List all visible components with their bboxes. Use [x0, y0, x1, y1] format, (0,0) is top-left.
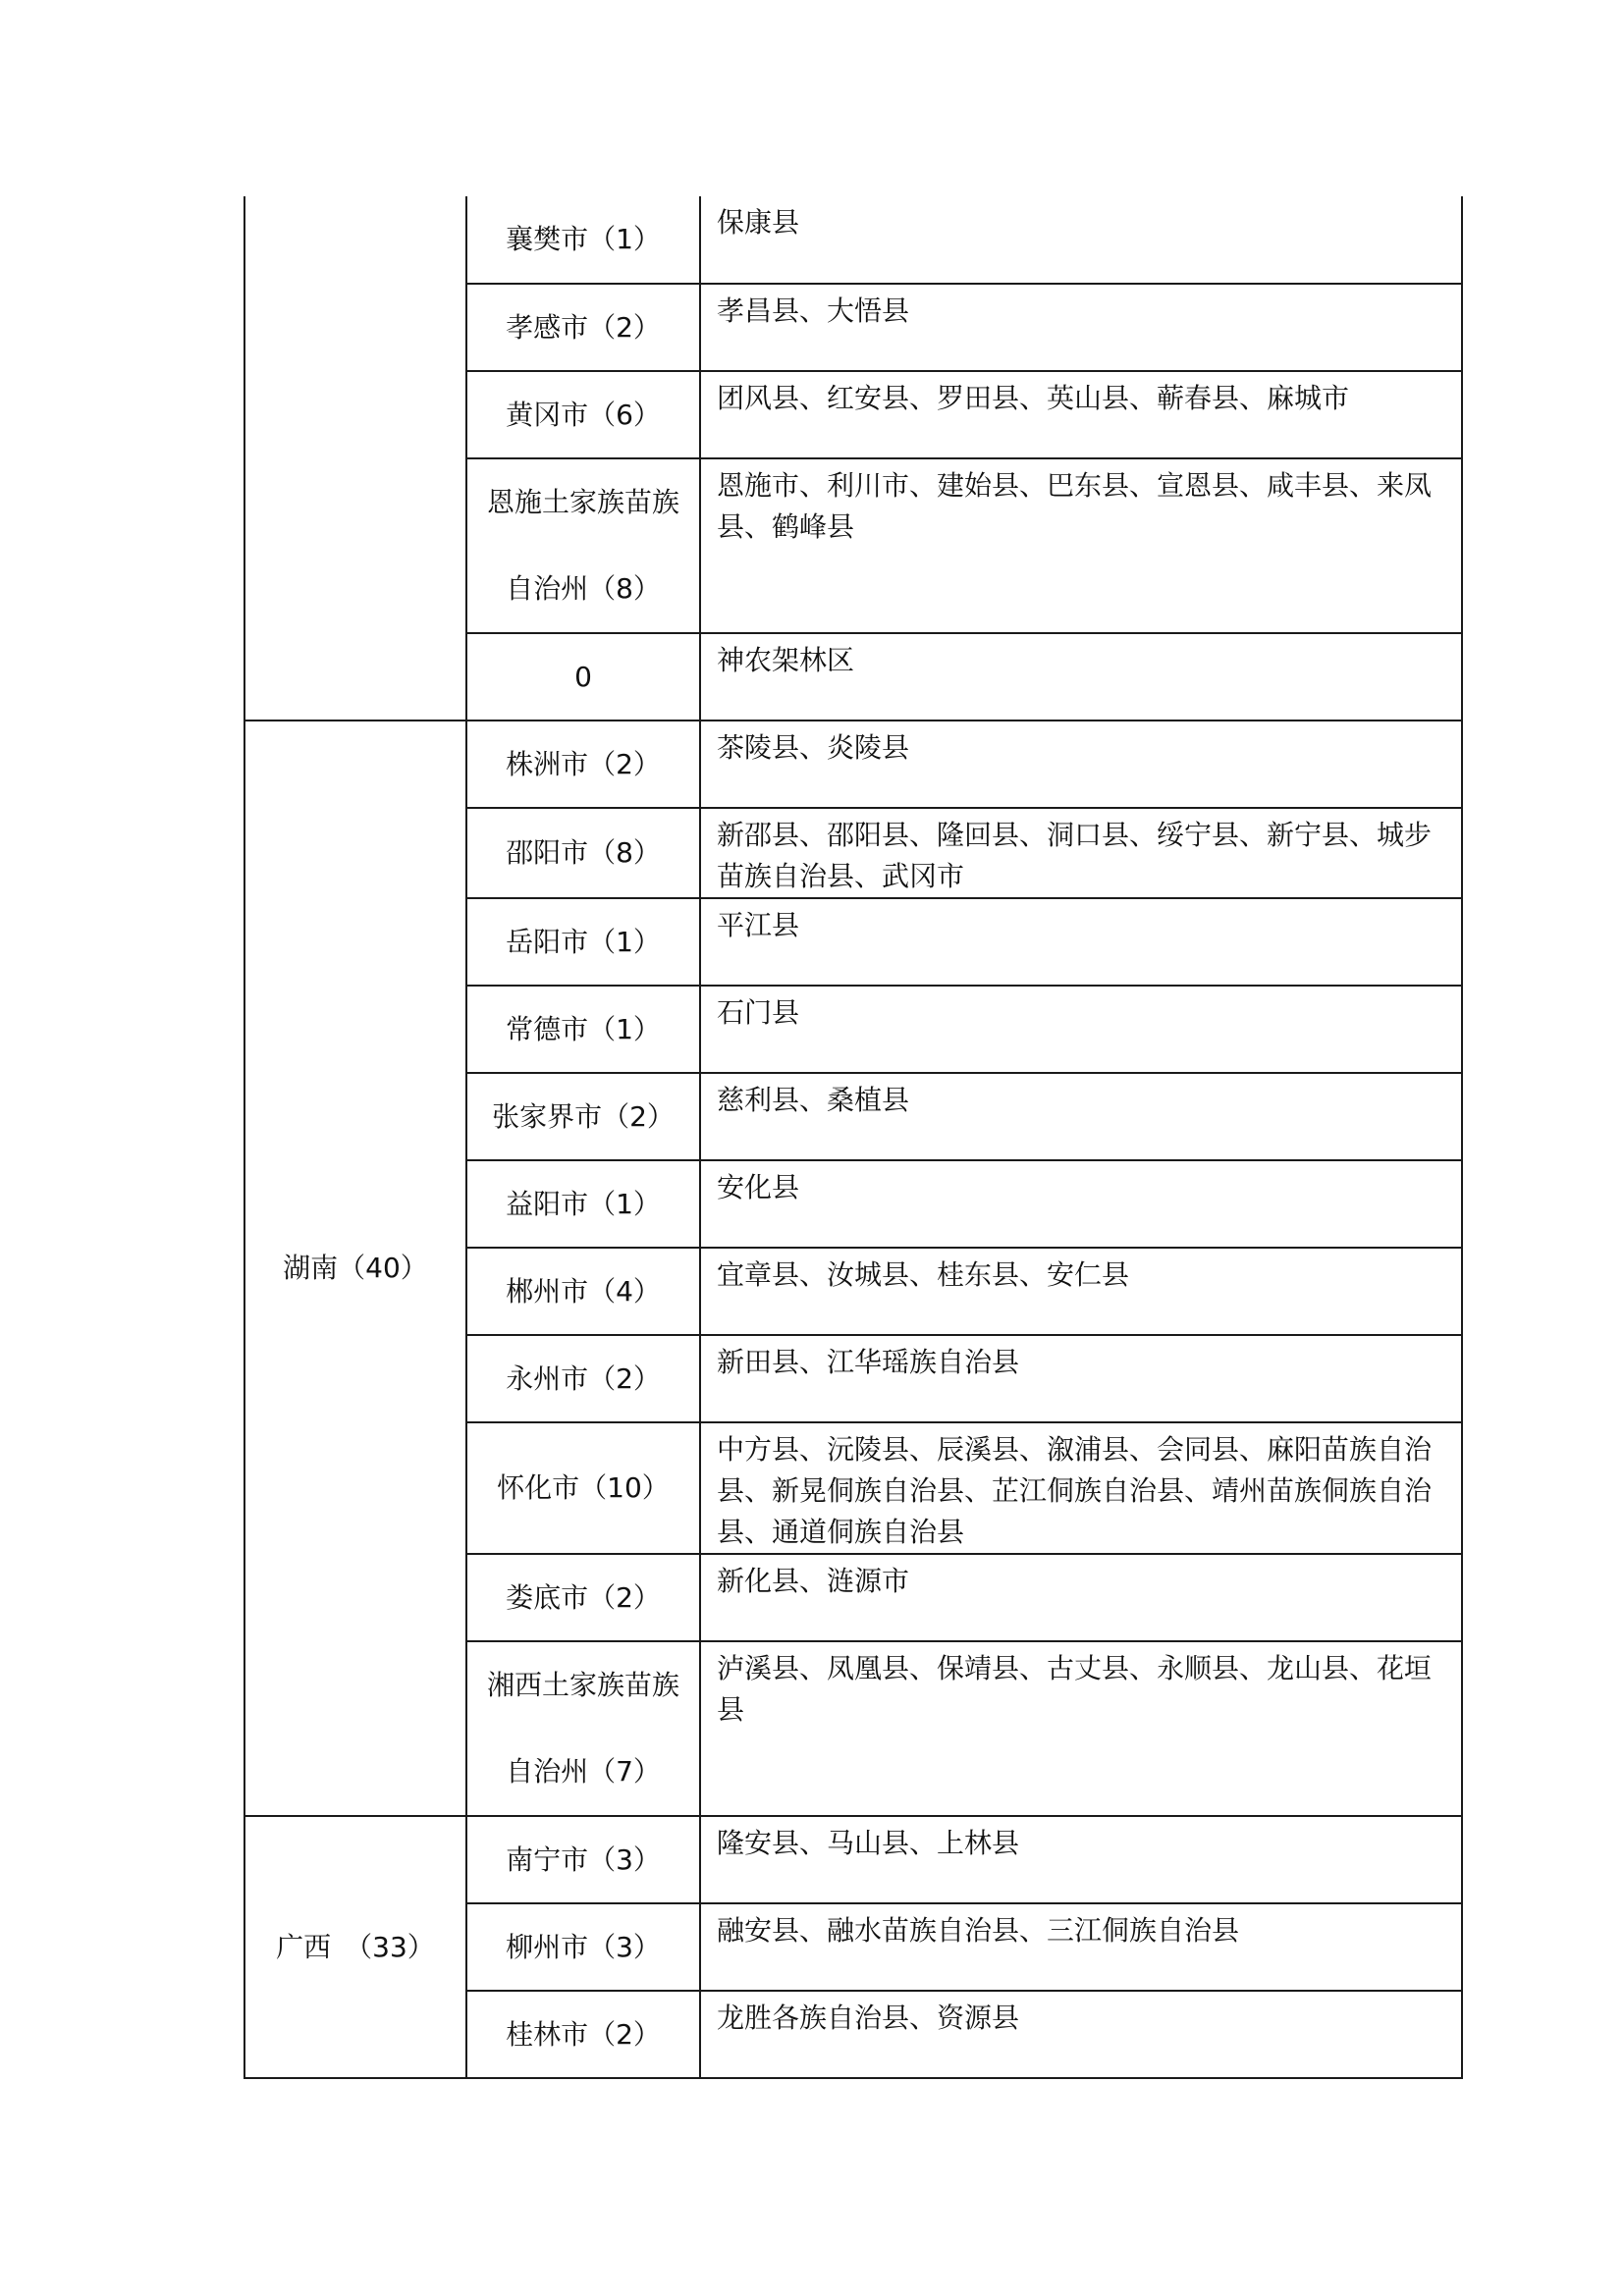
counties-cell: 新邵县、邵阳县、隆回县、洞口县、绥宁县、新宁县、城步苗族自治县、武冈市 [700, 808, 1462, 898]
table-row [244, 196, 1462, 284]
city-cell: 益阳市（1） [466, 1160, 700, 1248]
city-cell: 永州市（2） [466, 1335, 700, 1422]
city-cell: 娄底市（2） [466, 1554, 700, 1641]
city-cell: 桂林市（2） [466, 1991, 700, 2078]
counties-cell: 团风县、红安县、罗田县、英山县、蕲春县、麻城市 [700, 371, 1462, 458]
city-line-2: 自治州（7） [506, 1755, 661, 1788]
city-cell: 怀化市（10） [466, 1422, 700, 1554]
counties-cell: 中方县、沅陵县、辰溪县、溆浦县、会同县、麻阳苗族自治县、新晃侗族自治县、芷江侗族自治县、靖州苗族侗族自治县、通道侗族自治县 [700, 1422, 1462, 1554]
counties-cell: 隆安县、马山县、上林县 [700, 1816, 1462, 1903]
counties-cell: 宜章县、汝城县、桂东县、安仁县 [700, 1248, 1462, 1335]
city-line-1: 湘西土家族苗族 [486, 1669, 679, 1701]
counties-cell: 安化县 [700, 1160, 1462, 1248]
city-cell: 柳州市（3） [466, 1903, 700, 1991]
counties-cell: 孝昌县、大悟县 [700, 284, 1462, 371]
city-cell: 孝感市（2） [466, 284, 700, 371]
counties-cell: 保康县 [700, 196, 1462, 284]
counties-cell: 石门县 [700, 986, 1462, 1073]
province-cell: 广西 （33） [244, 1816, 466, 2078]
counties-cell: 泸溪县、凤凰县、保靖县、古丈县、永顺县、龙山县、花垣县 [700, 1641, 1462, 1816]
city-cell: 襄樊市（1） [466, 196, 700, 284]
city-cell: 郴州市（4） [466, 1248, 700, 1335]
counties-cell: 龙胜各族自治县、资源县 [700, 1991, 1462, 2078]
counties-cell: 融安县、融水苗族自治县、三江侗族自治县 [700, 1903, 1462, 1991]
city-cell [466, 458, 700, 633]
city-line-2: 自治州（8） [506, 572, 661, 605]
counties-cell: 茶陵县、炎陵县 [700, 721, 1462, 808]
city-cell: 株洲市（2） [466, 721, 700, 808]
city-cell: 南宁市（3） [466, 1816, 700, 1903]
city-cell: 0 [466, 633, 700, 721]
table-row [244, 721, 1462, 808]
province-cell [244, 196, 466, 721]
city-cell: 邵阳市（8） [466, 808, 700, 898]
province-cell: 湖南（40） [244, 721, 466, 1816]
city-cell: 黄冈市（6） [466, 371, 700, 458]
region-table [244, 196, 1463, 2079]
counties-cell: 神农架林区 [700, 633, 1462, 721]
counties-cell: 平江县 [700, 898, 1462, 986]
counties-cell: 恩施市、利川市、建始县、巴东县、宣恩县、咸丰县、来凤县、鹤峰县 [700, 458, 1462, 633]
table-row [244, 1816, 1462, 1903]
city-line-1: 恩施土家族苗族 [486, 486, 679, 518]
city-cell: 岳阳市（1） [466, 898, 700, 986]
counties-cell: 慈利县、桑植县 [700, 1073, 1462, 1160]
city-cell: 常德市（1） [466, 986, 700, 1073]
counties-cell: 新化县、涟源市 [700, 1554, 1462, 1641]
city-cell [466, 1641, 700, 1816]
city-cell: 张家界市（2） [466, 1073, 700, 1160]
counties-cell: 新田县、江华瑶族自治县 [700, 1335, 1462, 1422]
